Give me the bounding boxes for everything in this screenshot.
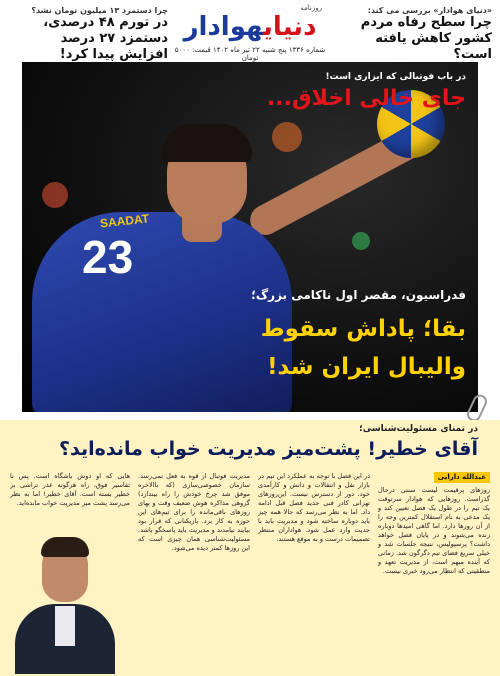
issue-info: شماره ۱۳۳۶ پنج شنبه ۲۲ تیر ماه ۱۴۰۲ قیمت: ۵۰۰۰ تومان xyxy=(174,46,326,62)
hero-headline-line-2[interactable]: والیبال ایران شد! xyxy=(267,354,466,380)
logo-part-donya: دنیای xyxy=(263,12,317,42)
bokeh-light xyxy=(42,182,68,208)
masthead xyxy=(0,0,500,62)
hero-kicker: در باب فوتبالی که ایزاری است! xyxy=(325,72,466,82)
hero-photo[interactable] xyxy=(22,62,478,412)
logo-part-havadar: هوادار xyxy=(183,12,264,42)
hero-headline-line-1[interactable]: بقا؛ پاداش سقوط xyxy=(260,316,466,342)
author-byline: عبدالله دارایی xyxy=(434,472,490,483)
portrait-shirt xyxy=(55,606,75,646)
jersey-number: 23 xyxy=(82,231,134,283)
article-title[interactable]: آقای خطیر! پشت‌میز مدیریت خواب مانده‌اید؟ xyxy=(59,438,478,460)
athlete-jersey xyxy=(32,212,292,412)
masthead-right-story[interactable] xyxy=(342,6,492,63)
right-story-headline: چرا سطح رفاه مردم کشور کاهش یافته است؟ xyxy=(360,15,492,62)
article-column-3: مدیریت فوتبال از قوه به فعل نمی‌رسد. سازمان خصوصی‌سازی (که باالاخره موفق شد چرخ خودش را راه بیندازد) گروهی مذاکره هوش ضعیف وقت و بهای روزهای باقی‌مانده را برای تیم‌های این حوزه به کار برد. بازیکنانی که قرار بود بیایند نیامدند و مدیریت باید پاسخگو باشد. مسئولیت‌شناسی همان چیزی است که این روزها کمتر دیده می‌شود. xyxy=(138,472,250,552)
article-kicker: در تمنای مسئولیت‌شناسی؛ xyxy=(359,424,478,434)
bokeh-light xyxy=(272,122,302,152)
logo-label: روزنامه xyxy=(300,4,322,12)
newspaper-logo xyxy=(170,4,330,62)
portrait-hair xyxy=(41,537,89,557)
jersey-name: SAADAT xyxy=(99,211,150,231)
opinion-article xyxy=(0,420,500,676)
right-story-kicker: «دنیای هوادار» بررسی می کند: xyxy=(367,6,492,15)
hero-title[interactable]: جای خالی اخلاق... xyxy=(266,86,466,111)
masthead-left-story[interactable] xyxy=(8,6,168,63)
logo-text xyxy=(170,10,330,44)
article-column-2: در این فصل با توجه به عملکرد این تیم در بازار نقل و انتقالات و دانش و کارآمدی خود، دور از دسترس نیست. این‌روزهای تهرانی کادر فنی جدید فصل قبل ادامه داد. اما به نظر می‌رسد که حالا همه چیز باید دوباره ساخته شود و مدیریت باید با جدیت وارد عمل شود. هواداران منتظر تصمیمات درست و به موقع هستند. xyxy=(258,472,370,543)
article-column-4: هایی که او دوش باشگاه است. پس با تفاسیر فوق، راه هرگونه عذر تراشی بر خطیر بسته است. آقای خطیر! اما به نظر می‌رسد پشت میز مدیریت خواب مانده‌اید. xyxy=(10,472,130,507)
bokeh-light xyxy=(352,232,370,250)
left-story-kicker: چرا دستمزد ۱۳ میلیون تومان نشد؟ xyxy=(31,6,168,15)
column-text: روزهای پرقیمت لیست سنتی درحال گذراست. روزهایی که هوادار سرتوقت یک تیم را در طول یک فصل تعیین کند و یک مدعی به نام استقلال کمترین وجه را از آن روزها دارد. اما گاهی امیدها دوباره زنده می‌شوند و در پایان فصل خواهد داشت؟ پرسپولیس، نتیجه جلسات شد و خیلی سریع فضای تیم دگرگون شد. زمانی که آینده مبهم است، از مدیریت تعهد و منطقیتی که انتظار می‌رود خبری نیست. xyxy=(378,486,490,575)
left-story-headline: در تورم ۴۸ درصدی، دستمزد ۲۷ درصد افزایش پیدا کرد! xyxy=(43,15,168,62)
athlete-hair xyxy=(162,124,252,162)
hero-subheadline: فدراسیون، مقصر اول ناکامی بزرگ؛ xyxy=(251,288,466,302)
author-portrait xyxy=(10,524,120,674)
article-column-1 xyxy=(378,472,490,672)
